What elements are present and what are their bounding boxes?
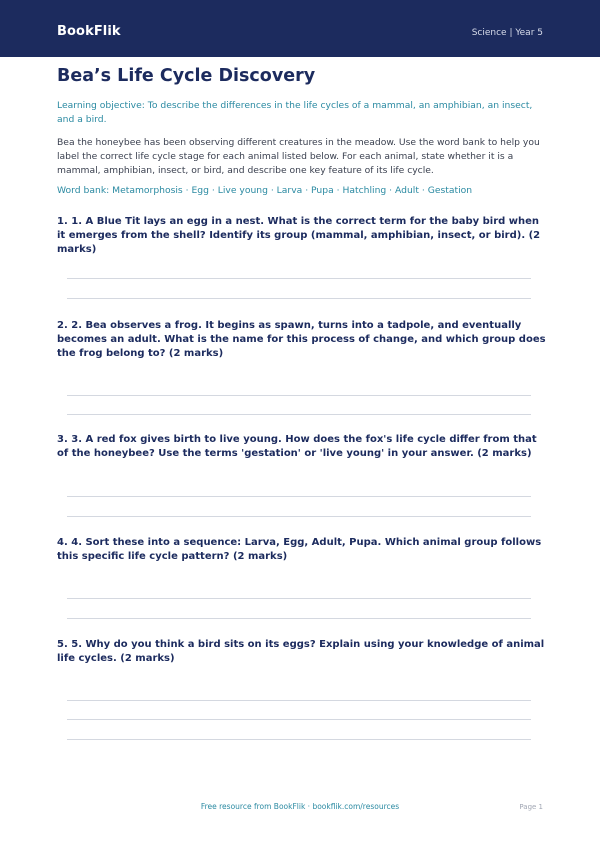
question-4: 4. 4. Sort these into a sequence: Larva, Egg, Adult, Pupa. Which animal group follows this specific life cycle pattern? (2 marks) xyxy=(57,537,542,562)
question-1: 1. 1. A Blue Tit lays an egg in a nest. What is the correct term for the baby bird when it emerges from the shell? Identify its group (mammal, amphibian, insect, or bird). (2 marks) xyxy=(57,216,541,255)
answer-line[interactable] xyxy=(67,700,531,701)
subject-label: Science | Year 5 xyxy=(471,28,543,38)
header-bar xyxy=(0,0,600,57)
answer-line[interactable] xyxy=(67,496,531,497)
answer-line[interactable] xyxy=(67,598,531,599)
answer-line[interactable] xyxy=(67,278,531,279)
question-3: 3. 3. A red fox gives birth to live young. How does the fox's life cycle differ from that of the honeybee? Use the terms 'gestation' or 'live young' in your answer. (2 marks) xyxy=(57,434,537,459)
question-2: 2. 2. Bea observes a frog. It begins as spawn, turns into a tadpole, and eventually becomes an adult. What is the name for this process of change, and which group does the frog belong to? (2 marks) xyxy=(57,320,546,359)
learning-objective: Learning objective: To describe the differences in the life cycles of a mammal, an amphibian, an insect, and a bird. xyxy=(57,100,533,125)
page-title: Bea’s Life Cycle Discovery xyxy=(57,66,316,86)
answer-line[interactable] xyxy=(67,618,531,619)
brand-logo[interactable]: BookFlik xyxy=(57,24,121,39)
question-5: 5. 5. Why do you think a bird sits on its eggs? Explain using your knowledge of animal life cycles. (2 marks) xyxy=(57,639,545,664)
answer-line[interactable] xyxy=(67,516,531,517)
answer-line[interactable] xyxy=(67,298,531,299)
answer-line[interactable] xyxy=(67,719,531,720)
answer-line[interactable] xyxy=(67,739,531,740)
answer-line[interactable] xyxy=(67,395,531,396)
intro-paragraph: Bea the honeybee has been observing different creatures in the meadow. Use the word bank to help you label the correct life cycle stage for each animal listed below. For each animal, state whether it is a mammal, amphibian, insect, or bird, and describe one key feature of its life cycle. xyxy=(57,137,540,176)
footer-link[interactable]: Free resource from BookFlik · bookflik.com/resources xyxy=(200,802,400,811)
answer-line[interactable] xyxy=(67,414,531,415)
word-bank: Word bank: Metamorphosis · Egg · Live young · Larva · Pupa · Hatchling · Adult · Gestation xyxy=(57,185,473,196)
page-number: Page 1 xyxy=(519,803,543,811)
